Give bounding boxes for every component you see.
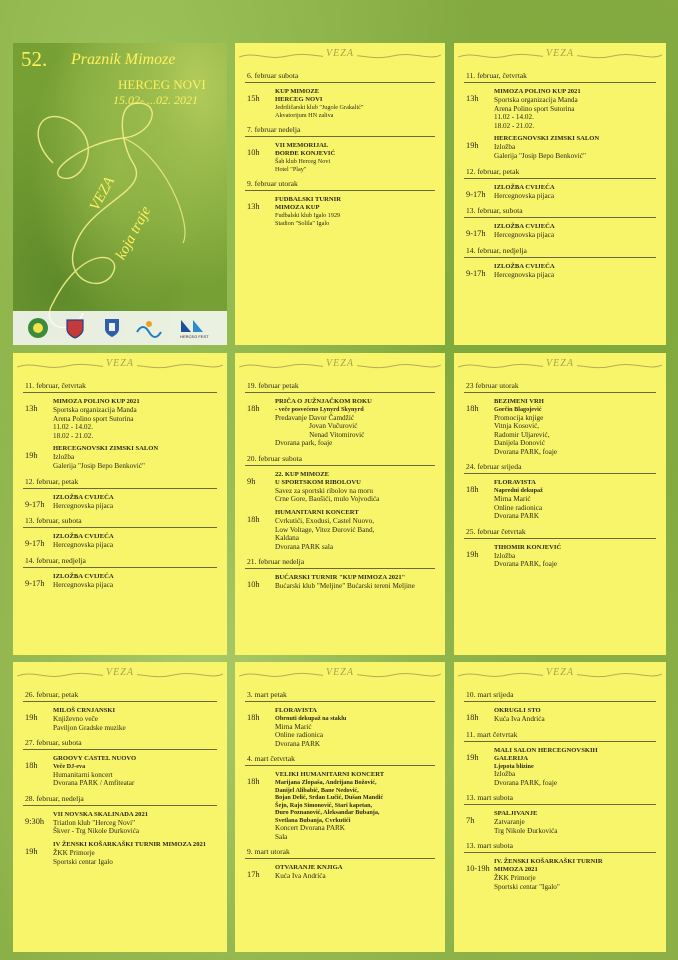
event-info: 11.02 - 14.02. bbox=[53, 423, 93, 432]
event-title: KUP MIMOZE bbox=[275, 88, 320, 95]
event-info: Šah klub Herceg Novi bbox=[275, 158, 331, 166]
event-details bbox=[494, 479, 656, 520]
event-row bbox=[23, 445, 217, 470]
event-time: 18h bbox=[25, 761, 38, 771]
event-info: Galerija "Josip Bepo Benković" bbox=[494, 151, 586, 160]
schedule-panel bbox=[235, 353, 445, 655]
event-subtitle: Šejn, Rajo Simonović, Stari kapetan, bbox=[275, 801, 373, 809]
event-details bbox=[275, 88, 435, 119]
event-info: Dvorana PARK sala bbox=[275, 542, 334, 551]
event-time: 9h bbox=[247, 476, 256, 486]
event-info: Danijela Đonović bbox=[494, 439, 545, 448]
event-title: FUDBALSKI TURNIR bbox=[275, 196, 342, 204]
event-row bbox=[464, 135, 656, 160]
event-title: IZLOŽBA CVIJEĆA bbox=[494, 262, 555, 270]
event-row bbox=[245, 864, 435, 881]
day-heading: 23 februar utorak bbox=[464, 381, 656, 393]
event-row bbox=[23, 707, 217, 732]
event-details bbox=[53, 494, 217, 511]
event-title: IZLOŽBA CVIJEĆA bbox=[494, 223, 555, 231]
event-subtitle: Đuro Poznanović, Aleksandar Bubanja, bbox=[275, 809, 380, 817]
event-details bbox=[494, 263, 656, 280]
event-row bbox=[23, 841, 217, 866]
event-title: GALERIJA bbox=[494, 754, 529, 762]
event-info: Sportska organizacija Manda bbox=[53, 406, 137, 414]
event-subtitle: Napredni dekupaž bbox=[494, 487, 543, 495]
event-details bbox=[494, 810, 656, 835]
event-info: 18.02 - 21.02. bbox=[494, 121, 535, 130]
event-time: 18h bbox=[247, 515, 260, 525]
event-info: Arena Polino sport Sutorina bbox=[53, 414, 134, 423]
event-info: Online radionica bbox=[275, 731, 324, 740]
schedule-list bbox=[454, 71, 666, 279]
day-heading: 9. februar utorak bbox=[245, 179, 435, 191]
event-info: Hercegnovska pijaca bbox=[53, 501, 114, 510]
event-title: HERCEGNOVSKI ZIMSKI SALON bbox=[53, 445, 159, 453]
event-info: Hercegnovska pijaca bbox=[53, 580, 114, 589]
cover-slogan-veza: VEZA bbox=[87, 174, 118, 214]
veza-header bbox=[13, 357, 227, 375]
event-info: Triatlon klub "Herceg Novi" bbox=[53, 818, 136, 827]
veza-header bbox=[13, 666, 227, 684]
event-time: 19h bbox=[466, 549, 479, 559]
event-info: 11.02 - 14.02. bbox=[494, 113, 534, 122]
event-time: 19h bbox=[25, 847, 38, 857]
event-title: HERCEGNOVSKI ZIMSKI SALON bbox=[494, 135, 600, 143]
event-info: Galerija "Josip Bepo Benković" bbox=[53, 461, 145, 470]
event-info: Mirna Marić bbox=[275, 722, 312, 731]
event-title: IZLOŽBA CVIJEĆA bbox=[53, 533, 114, 541]
event-details bbox=[275, 771, 435, 841]
event-time: 9-17h bbox=[466, 229, 486, 239]
event-info: Arena Polino sport Sutorina bbox=[494, 104, 575, 113]
event-row bbox=[23, 811, 217, 836]
event-info: Hercegnovska pijaca bbox=[494, 231, 555, 240]
event-info: Cvrkutići, Exodusi, Castel Nuovo, bbox=[275, 517, 375, 526]
event-time: 17h bbox=[247, 870, 260, 880]
day-heading: 24. februar srijeda bbox=[464, 462, 656, 474]
event-row bbox=[245, 471, 435, 504]
event-title: MIMOZA POLINO KUP 2021 bbox=[53, 398, 140, 405]
event-row bbox=[464, 707, 656, 724]
event-title: MILOŠ CRNJANSKI bbox=[53, 707, 116, 714]
event-details bbox=[494, 747, 656, 788]
event-time: 13h bbox=[247, 202, 260, 212]
schedule-list bbox=[13, 690, 227, 866]
schedule-list bbox=[235, 381, 445, 591]
event-info: Kuća Iva Andrića bbox=[275, 872, 326, 881]
veza-header bbox=[454, 47, 666, 65]
event-title: VII NOVSKA SKALINADA 2021 bbox=[53, 810, 149, 818]
event-time: 9-17h bbox=[25, 499, 45, 509]
event-details bbox=[53, 445, 217, 470]
event-subtitle: Svetlana Bubanja, Cvrkutići bbox=[275, 816, 351, 824]
event-row bbox=[464, 223, 656, 240]
event-info: Kaldana bbox=[275, 534, 299, 543]
event-details bbox=[53, 811, 217, 836]
event-time: 18h bbox=[247, 713, 260, 722]
event-details bbox=[275, 864, 435, 881]
veza-header bbox=[235, 357, 445, 375]
event-details bbox=[53, 755, 217, 788]
event-info: Bućarski klub "Meljine" Bućarski tereni Meljine bbox=[275, 582, 415, 591]
event-details bbox=[494, 398, 656, 456]
event-info: Mirna Marić bbox=[494, 494, 531, 503]
event-time: 18h bbox=[247, 404, 260, 413]
event-info: Promocija knjige bbox=[494, 413, 544, 422]
crest-logo bbox=[98, 316, 126, 340]
event-details bbox=[53, 398, 217, 440]
veza-label: VEZA bbox=[543, 358, 577, 369]
event-title: FLORAVISTA bbox=[494, 479, 536, 487]
event-title: PRIČA O JUŽNJAČKOM ROKU bbox=[275, 398, 372, 405]
event-info: Izložba bbox=[494, 143, 516, 152]
day-heading: 26. februar, petak bbox=[23, 690, 217, 702]
veza-header bbox=[454, 357, 666, 375]
event-details bbox=[494, 707, 656, 724]
event-details bbox=[494, 88, 656, 130]
event-title: OTVARANJE KNJIGA bbox=[275, 864, 343, 872]
cover-panel bbox=[13, 43, 227, 345]
event-title: TIHOMIR KONJEVIĆ bbox=[494, 543, 562, 551]
veza-header bbox=[235, 666, 445, 684]
event-time: 7h bbox=[466, 816, 475, 826]
event-title: HERCEG NOVI bbox=[275, 96, 323, 103]
event-row bbox=[464, 479, 656, 520]
event-details bbox=[275, 471, 435, 504]
event-title: 22. KUP MIMOZE bbox=[275, 470, 330, 478]
event-time: 9-17h bbox=[466, 189, 486, 199]
event-info: Paviljon Gradske muzike bbox=[53, 723, 126, 732]
event-details bbox=[53, 841, 217, 866]
day-heading: 9. mart utorak bbox=[245, 847, 435, 859]
event-time: 18h bbox=[247, 777, 260, 787]
event-row bbox=[245, 196, 435, 227]
event-time: 13h bbox=[25, 404, 38, 413]
cover-slogan-koja-traje: koja traje bbox=[113, 203, 155, 263]
event-title: IZLOŽBA CVIJEĆA bbox=[53, 572, 114, 580]
event-info: Dvorana park, foaje bbox=[275, 439, 333, 448]
event-info: Dvorana PARK, foaje bbox=[494, 560, 558, 569]
event-title: VELIKI HUMANITARNI KONCERT bbox=[275, 771, 385, 779]
event-row bbox=[245, 398, 435, 448]
municipality-logo bbox=[24, 316, 52, 340]
event-title: FLORAVISTA bbox=[275, 707, 317, 714]
schedule-panel bbox=[235, 43, 445, 345]
event-details bbox=[275, 574, 435, 591]
event-time: 19h bbox=[25, 451, 38, 461]
event-details bbox=[494, 858, 656, 891]
event-info: Sportska organizacija Manda bbox=[494, 96, 578, 104]
event-time: 9:30h bbox=[25, 816, 45, 826]
event-details bbox=[494, 223, 656, 240]
event-info: Kuća Iva Andrića bbox=[494, 715, 545, 723]
veza-label: VEZA bbox=[323, 358, 357, 369]
event-title: BEZIMENI VRH bbox=[494, 398, 544, 405]
event-row bbox=[23, 494, 217, 511]
cover-city: HERCEG NOVI bbox=[118, 77, 206, 92]
event-time: 10h bbox=[247, 148, 260, 158]
cover-number: 52. bbox=[21, 47, 48, 71]
event-subtitle: Marijana Zlopaša, Andrijana Božović, bbox=[275, 779, 377, 787]
day-heading: 11. februar, četvrtak bbox=[23, 381, 217, 393]
event-row bbox=[464, 544, 656, 569]
event-title: IZLOŽBA CVIJEĆA bbox=[53, 493, 114, 501]
schedule-panel bbox=[454, 43, 666, 345]
event-row bbox=[245, 509, 435, 551]
event-time: 13h bbox=[466, 94, 479, 103]
event-details bbox=[494, 544, 656, 569]
veza-label: VEZA bbox=[103, 667, 137, 678]
day-heading: 28. februar, nedelja bbox=[23, 794, 217, 806]
day-heading: 12. februar, petak bbox=[464, 167, 656, 179]
day-heading: 13. mart subota bbox=[464, 841, 656, 853]
event-info: Jedriličarski klub "Jugole Grakalić" bbox=[275, 104, 364, 111]
day-heading: 14. februar, nedjelja bbox=[23, 556, 217, 568]
event-info: Low Voltage, Vitez Đurović Band, bbox=[275, 525, 375, 534]
event-subtitle: Danijel Alibabić, Bane Nedović, bbox=[275, 786, 359, 794]
day-heading: 20. februar subota bbox=[245, 454, 435, 466]
event-details bbox=[494, 135, 656, 160]
day-heading: 25. februar četvrtak bbox=[464, 527, 656, 539]
event-info: Online radionica bbox=[494, 503, 543, 512]
event-details bbox=[494, 184, 656, 201]
event-row bbox=[464, 88, 656, 130]
event-info: Izložba bbox=[494, 770, 516, 779]
event-info: Trg Nikole Đurkovića bbox=[494, 826, 558, 835]
event-info: Hercegnovska pijaca bbox=[494, 270, 555, 279]
event-title: IV ŽENSKI KOŠARKAŠKI TURNIR MIMOZA 2021 bbox=[53, 841, 207, 849]
schedule-list bbox=[235, 71, 445, 228]
event-row bbox=[464, 398, 656, 456]
day-heading: 10. mart srijeda bbox=[464, 690, 656, 702]
event-time: 9-17h bbox=[25, 539, 45, 549]
event-subtitle: Veče DJ-eva bbox=[53, 763, 86, 771]
event-info: Dvorana PARK, foaje bbox=[494, 447, 558, 456]
event-title: MIMOZA 2021 bbox=[494, 866, 538, 874]
event-info: Sportski centar "Igalo" bbox=[494, 883, 560, 892]
herceg-fest-logo: HERCEG FEST bbox=[172, 316, 216, 340]
event-info: Izložba bbox=[494, 551, 516, 560]
event-info: Hercegnovska pijaca bbox=[494, 191, 555, 200]
event-details bbox=[275, 196, 435, 227]
event-info: Nenad Vitomirović bbox=[275, 430, 365, 439]
event-time: 19h bbox=[466, 752, 479, 762]
schedule-panel bbox=[13, 662, 227, 952]
schedule-panel bbox=[454, 662, 666, 952]
event-subtitle: Gorčin Blagojević bbox=[494, 406, 542, 413]
event-time: 10h bbox=[247, 580, 260, 590]
day-heading: 3. mart petak bbox=[245, 690, 435, 702]
event-info: Crne Gore, Baošići, mulo Vojvodića bbox=[275, 495, 380, 504]
event-info: ŽKK Primorje bbox=[494, 874, 536, 883]
event-info: Književno veče bbox=[53, 715, 98, 723]
cover-title: Praznik Mimoze bbox=[71, 51, 176, 68]
event-row bbox=[464, 858, 656, 891]
day-heading: 13. februar, subota bbox=[464, 206, 656, 218]
event-info: Stadion "Solila" Igalo bbox=[275, 219, 330, 227]
event-time: 18h bbox=[466, 713, 479, 722]
event-info: Škver - Trg Nikole Đurkovića bbox=[53, 827, 140, 836]
event-row bbox=[23, 533, 217, 550]
event-title: U SPORTSKOM RIBOLOVU bbox=[275, 478, 361, 486]
event-row bbox=[245, 771, 435, 841]
coat-of-arms-logo bbox=[61, 316, 89, 340]
schedule-list bbox=[235, 690, 445, 881]
schedule-panel bbox=[13, 353, 227, 655]
veza-header bbox=[454, 666, 666, 684]
event-title: MALI SALON HERCEGNOVSKIH bbox=[494, 746, 598, 754]
event-row bbox=[464, 747, 656, 788]
tourism-logo bbox=[135, 316, 163, 340]
day-heading: 11. mart četvrtak bbox=[464, 730, 656, 742]
event-details bbox=[275, 398, 435, 448]
event-time: 10-19h bbox=[466, 864, 490, 874]
event-title: MIMOZA POLINO KUP 2021 bbox=[494, 88, 581, 95]
veza-header bbox=[235, 47, 445, 65]
event-time: 18h bbox=[466, 485, 479, 495]
day-heading: 13. mart subota bbox=[464, 793, 656, 805]
event-row bbox=[464, 263, 656, 280]
event-info: 18.02 - 21.02. bbox=[53, 431, 94, 440]
veza-label: VEZA bbox=[543, 667, 577, 678]
event-info: Predavanje Davor Čamdžić bbox=[275, 413, 355, 422]
day-heading: 11. februar, četvrtak bbox=[464, 71, 656, 83]
event-subtitle: - veče posvećeno Lynyrd Skynyrd bbox=[275, 406, 364, 413]
day-heading: 4. mart četvrtak bbox=[245, 754, 435, 766]
event-time: 15h bbox=[247, 94, 260, 103]
event-title: MIMOZA KUP bbox=[275, 204, 320, 212]
event-info: Akvatorijum HN zaliva bbox=[275, 111, 334, 119]
event-title: HUMANITARNI KONCERT bbox=[275, 509, 359, 517]
veza-label: VEZA bbox=[323, 667, 357, 678]
schedule-list bbox=[13, 381, 227, 589]
event-title: IV. ŽENSKI KOŠARKAŠKI TURNIR bbox=[494, 858, 603, 866]
event-info: Dvorana PARK, foaje bbox=[494, 778, 558, 787]
event-title: OKRUGLI STO bbox=[494, 707, 541, 714]
day-heading: 6. februar subota bbox=[245, 71, 435, 83]
event-time: 19h bbox=[466, 141, 479, 151]
event-title: SPALJIVANJE bbox=[494, 810, 538, 818]
event-time: 9-17h bbox=[466, 268, 486, 278]
event-subtitle: Bojan Delić, Srđan Lučić, Dušan Mandić bbox=[275, 794, 384, 802]
event-row bbox=[464, 184, 656, 201]
event-title: ĐORĐE KONJEVIĆ bbox=[275, 150, 336, 158]
veza-label: VEZA bbox=[543, 48, 577, 59]
schedule-list bbox=[454, 690, 666, 892]
cover-dates: 15.02- ...02. 2021 bbox=[113, 93, 198, 107]
event-info: Sportski centar Igalo bbox=[53, 857, 113, 866]
event-row bbox=[245, 142, 435, 173]
event-info: Dvorana PARK bbox=[275, 739, 321, 748]
day-heading: 21. februar nedelja bbox=[245, 557, 435, 569]
day-heading: 19. februar petak bbox=[245, 381, 435, 393]
event-subtitle: Ljepota blizine bbox=[494, 762, 534, 770]
day-heading: 14. februar, nedjelja bbox=[464, 246, 656, 258]
event-info: Hotel "Play" bbox=[275, 165, 307, 173]
event-info: Savez za sportski ribolov na moru bbox=[275, 486, 374, 495]
event-row bbox=[245, 574, 435, 591]
event-time: 18h bbox=[466, 404, 479, 413]
sponsor-logos bbox=[13, 311, 227, 345]
day-heading: 7. februar nedelja bbox=[245, 125, 435, 137]
day-heading: 12. februar, petak bbox=[23, 477, 217, 489]
event-details bbox=[275, 707, 435, 748]
event-info: Radomir Uljarević, bbox=[494, 430, 550, 439]
event-title: GROOVY CASTEL NUOVO bbox=[53, 755, 137, 763]
event-info: Zatvaranje bbox=[494, 818, 525, 827]
event-time: 9-17h bbox=[25, 578, 45, 588]
event-row bbox=[23, 398, 217, 440]
event-info: Humanitarni koncert bbox=[53, 770, 113, 779]
schedule-panel bbox=[454, 353, 666, 655]
event-title: IZLOŽBA CVIJEĆA bbox=[494, 183, 555, 191]
event-time: 19h bbox=[25, 713, 38, 722]
event-info: Dvorana PARK bbox=[494, 512, 540, 521]
event-info: Vitnja Kosović, bbox=[494, 422, 540, 431]
veza-label: VEZA bbox=[103, 358, 137, 369]
event-details bbox=[53, 707, 217, 732]
veza-label: VEZA bbox=[323, 48, 357, 59]
schedule-list bbox=[454, 381, 666, 569]
event-info: Koncert Dvorana PARK bbox=[275, 824, 345, 833]
event-info: Hercegnovska pijaca bbox=[53, 541, 114, 550]
event-details bbox=[275, 509, 435, 551]
day-heading: 13. februar, subota bbox=[23, 516, 217, 528]
schedule-panel bbox=[235, 662, 445, 952]
event-row bbox=[23, 755, 217, 788]
event-details bbox=[53, 533, 217, 550]
event-details bbox=[53, 573, 217, 590]
event-info: Fudbalski klub Igalo 1929 bbox=[275, 212, 341, 220]
event-details bbox=[275, 142, 435, 173]
event-row bbox=[245, 88, 435, 119]
day-heading: 27. februar, subota bbox=[23, 738, 217, 750]
event-info: Sala bbox=[275, 832, 288, 841]
event-info: Jovan Vučurović bbox=[275, 422, 358, 431]
event-subtitle: Obrnuti dekupaž na staklu bbox=[275, 715, 347, 722]
event-row bbox=[23, 573, 217, 590]
event-title: BUĆARSKI TURNIR "KUP MIMOZA 2021" bbox=[275, 574, 406, 582]
event-row bbox=[245, 707, 435, 748]
event-title: VII MEMORIJAL bbox=[275, 142, 329, 150]
event-info: Izložba bbox=[53, 453, 75, 462]
event-info: ŽKK Primorje bbox=[53, 849, 95, 858]
event-info: Dvorana PARK / Amfiteatar bbox=[53, 779, 135, 788]
event-row bbox=[464, 810, 656, 835]
